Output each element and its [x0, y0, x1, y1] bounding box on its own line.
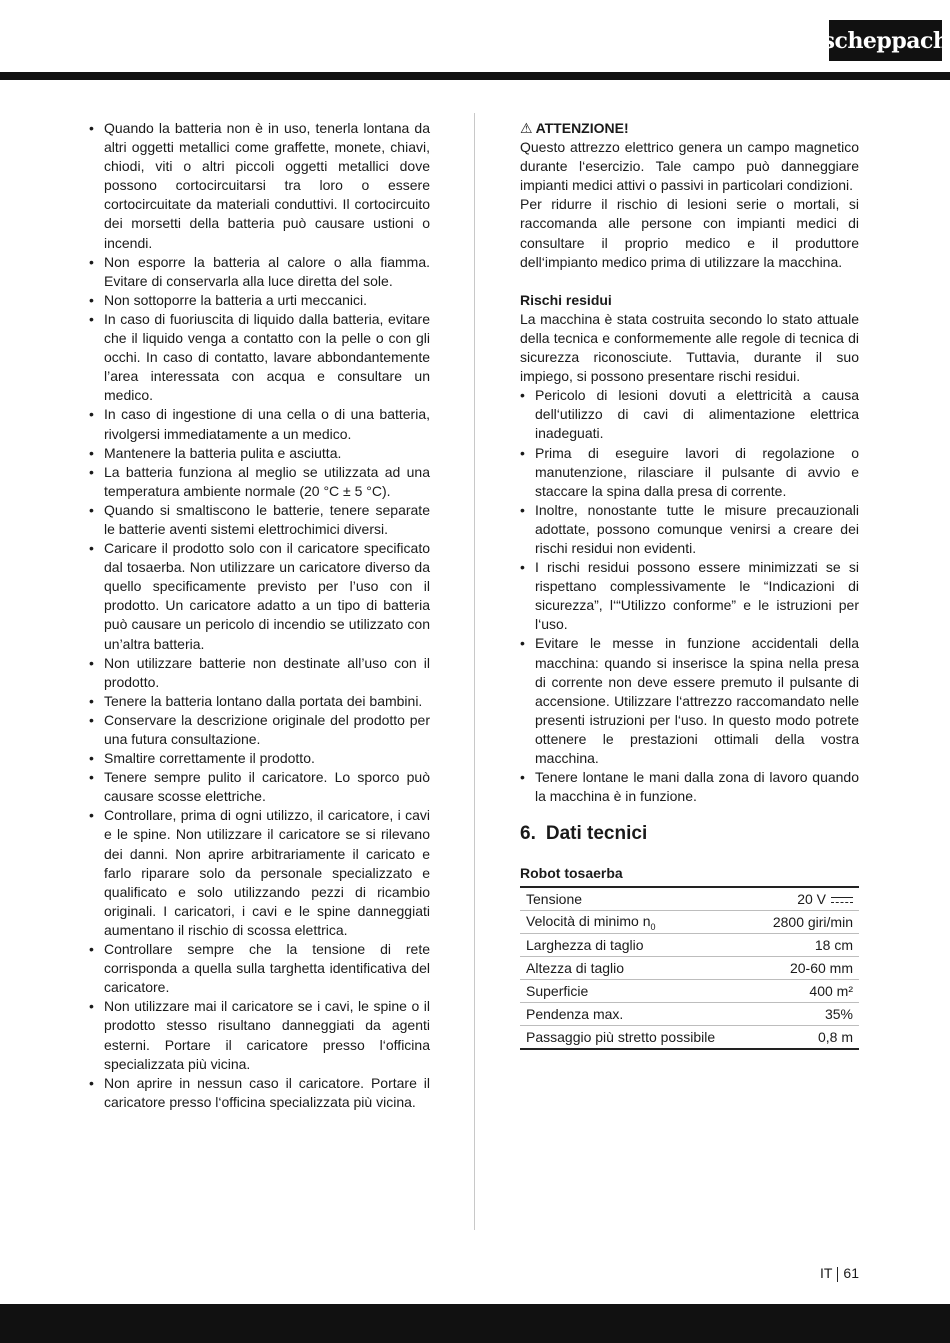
- list-item: • Tenere sempre pulito il caricatore. Lo sporco può causare scosse elettriche.: [89, 768, 430, 806]
- spec-value: 18 cm: [752, 934, 859, 957]
- warning-title: ATTENZIONE!: [535, 120, 629, 136]
- page-number: [820, 1265, 859, 1282]
- list-item: • Controllare, prima di ogni utilizzo, il caricatore, i cavi e le spine. Non utilizzare il caricatore se si rilevano dei danni. Non aprire arbitrariamente il caricato e farlo riparare solo da personale specializzato e qualificato e solo utilizzando pezzi di ricambio originali. I caricatori, i cavi e le spine danneggiati aumentano il rischio di scossa elettrica.: [89, 806, 430, 940]
- warning-icon: ⚠: [520, 120, 533, 136]
- list-item: • Evitare le messe in funzione accidentali della macchina: quando si inserisce la spina nella presa di corrente non deve essere premuto il pulsante di accensione. Utilizzare l‘attrezzo raccomandato nelle presenti istruzioni per l‘uso. In questo modo potrete ottenere le prestazioni ottimali della vostra macchina.: [520, 634, 859, 768]
- table-row: [520, 911, 859, 934]
- specs-table: [520, 886, 859, 1050]
- list-item: • In caso di ingestione di una cella o di una batteria, rivolgersi immediatamente a un medico.: [89, 405, 430, 443]
- table-row: [520, 887, 859, 911]
- column-divider: [474, 113, 475, 1230]
- spec-value: 20 V: [752, 887, 859, 911]
- spec-value: 20-60 mm: [752, 957, 859, 980]
- list-item: • Non utilizzare batterie non destinate all’uso con il prodotto.: [89, 654, 430, 692]
- list-item: • Non utilizzare mai il caricatore se i cavi, le spine o il prodotto stesso risultano danneggiati da agenti esterni. Portare il caricatore presso l‘officina specializzata più vicina.: [89, 997, 430, 1073]
- language-code: IT: [819, 1265, 833, 1281]
- list-item: • Inoltre, nonostante tutte le misure precauzionali adottate, possono comunque venirsi a creare dei rischi residui non evidenti.: [520, 501, 859, 558]
- left-column: [89, 119, 430, 1112]
- list-item: • Tenere lontane le mani dalla zona di lavoro quando la macchina è in funzione.: [520, 768, 859, 806]
- list-item: • Prima di eseguire lavori di regolazione o manutenzione, rilasciare il pulsante di avvio e staccare la spina dalla presa di corrente.: [520, 444, 859, 501]
- residual-risks-intro: La macchina è stata costruita secondo lo stato attuale della tecnica e conformemente alle regole di tecnica di sicurezza riconosciute. Tuttavia, durante il suo impiego, si possono presentare rischi residui.: [520, 310, 859, 385]
- page-separator: [837, 1267, 838, 1282]
- list-item: • Mantenere la batteria pulita e asciutta.: [89, 444, 430, 463]
- list-item: • Non sottoporre la batteria a urti meccanici.: [89, 291, 430, 310]
- list-item: • Pericolo di lesioni dovuti a elettricità a causa dell‘utilizzo di cavi di alimentazione elettrica inadeguati.: [520, 386, 859, 443]
- section-title: Dati tecnici: [545, 823, 648, 845]
- spec-label: Superficie: [520, 980, 752, 1003]
- list-item: • Conservare la descrizione originale del prodotto per una futura consultazione.: [89, 711, 430, 749]
- section-heading: [520, 822, 859, 846]
- spec-value: 35%: [752, 1003, 859, 1026]
- list-item: • Quando la batteria non è in uso, tenerla lontana da altri oggetti metallici come graffette, monete, chiavi, chiodi, viti o altri piccoli oggetti metallici dove possono cortocircuitarsi tra loro o essere cortocircuitate da materiali conduttivi. Il cortocircuito dei morsetti della batteria può causare ustioni o incendi.: [89, 119, 430, 253]
- spec-label: Larghezza di taglio: [520, 934, 752, 957]
- warning-paragraph: Per ridurre il rischio di lesioni serie o mortali, si raccomanda alle persone con impianti medici di consultare il proprio medico e il produttore dell‘impianto medico prima di utilizzare la macchina.: [520, 196, 859, 270]
- table-row: [520, 980, 859, 1003]
- spec-label: Passaggio più stretto possibile: [520, 1026, 752, 1050]
- list-item: • In caso di fuoriuscita di liquido dalla batteria, evitare che il liquido venga a contatto con la pelle o con gli occhi. In caso di contatto, lavare abbondantemente l’area interessata con acqua e consultare un medico.: [89, 310, 430, 405]
- list-item: • Quando si smaltiscono le batterie, tenere separate le batterie aventi sistemi elettrochimici diversi.: [89, 501, 430, 539]
- list-item: • Tenere la batteria lontano dalla portata dei bambini.: [89, 692, 430, 711]
- spec-value: 2800 giri/min: [752, 911, 859, 934]
- list-item: • Non aprire in nessun caso il caricatore. Portare il caricatore presso l‘officina specializzata più vicina.: [89, 1074, 430, 1112]
- brand-logo: scheppach: [829, 20, 942, 61]
- section-number: 6.: [520, 823, 536, 845]
- header-rule: [0, 72, 950, 80]
- table-row: [520, 1003, 859, 1026]
- table-row: [520, 957, 859, 980]
- dc-current-icon: [831, 896, 853, 906]
- spec-label: Altezza di taglio: [520, 957, 752, 980]
- spec-value: 0,8 m: [752, 1026, 859, 1050]
- list-item: • I rischi residui possono essere minimizzati se si rispettano complessivamente le “Indicazioni di sicurezza”, l‘“Utilizzo conforme” e le istruzioni per l‘uso.: [520, 558, 859, 634]
- page-index: 61: [843, 1265, 859, 1281]
- list-item: • Non esporre la batteria al calore o alla fiamma. Evitare di conservarla alla luce diretta del sole.: [89, 253, 430, 291]
- list-item: • La batteria funziona al meglio se utilizzata ad una temperatura ambiente normale (20 °C ± 5 °C).: [89, 463, 430, 501]
- table-row: [520, 1026, 859, 1050]
- residual-risks-heading: Rischi residui: [520, 291, 612, 308]
- spec-label: Tensione: [520, 887, 752, 911]
- warning-heading: [520, 119, 859, 138]
- spec-label: Pendenza max.: [520, 1003, 752, 1026]
- spec-label: Velocità di minimo $n_0$: [520, 911, 752, 934]
- specs-table-title: Robot tosaerba: [520, 865, 623, 882]
- right-column: [520, 119, 859, 1050]
- table-row: [520, 934, 859, 957]
- safety-bullet-list: [89, 119, 430, 1112]
- footer-bar: [0, 1304, 950, 1343]
- list-item: • Caricare il prodotto solo con il caricatore specificato dal tosaerba. Non utilizzare un caricatore diverso da quello specificamente previsto per l’uso con il prodotto. Un caricatore adatto a un tipo di batteria può causare un pericolo di incendio se utilizzato con un’altra batteria.: [89, 539, 430, 654]
- residual-risks-list: [520, 386, 859, 806]
- list-item: • Controllare sempre che la tensione di rete corrisponda a quella sulla targhetta identificativa del caricatore.: [89, 940, 430, 997]
- spec-value: 400 m²: [752, 980, 859, 1003]
- warning-paragraph: Questo attrezzo elettrico genera un campo magnetico durante l‘esercizio. Tale campo può danneggiare impianti medici attivi o passivi in particolari condizioni.: [520, 139, 859, 194]
- list-item: • Smaltire correttamente il prodotto.: [89, 749, 430, 768]
